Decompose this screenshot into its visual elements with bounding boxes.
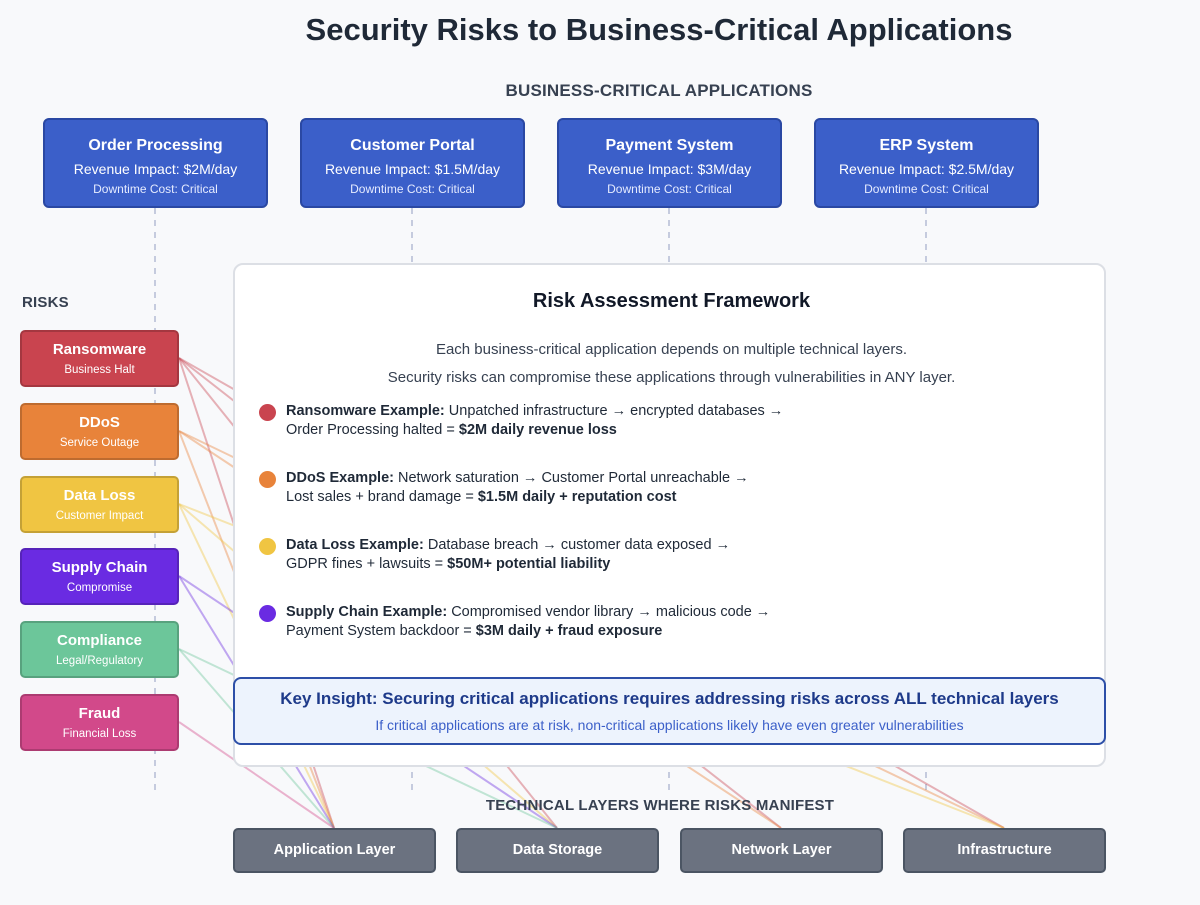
example-line-1: Network saturation → Customer Portal unreachable → bbox=[398, 470, 749, 486]
panel-description-line-1: Each business-critical application depends on multiple technical layers. bbox=[435, 341, 908, 358]
app-card-order-processing bbox=[43, 118, 268, 208]
example-line-2: Order Processing halted = bbox=[286, 422, 459, 438]
app-name: Order Processing bbox=[88, 137, 223, 154]
app-card-erp-system bbox=[814, 118, 1039, 208]
app-downtime-cost: Downtime Cost: Critical bbox=[864, 182, 989, 196]
app-name: Payment System bbox=[605, 137, 734, 154]
app-revenue-impact: Revenue Impact: $1.5M/day bbox=[324, 161, 501, 177]
app-revenue-impact: Revenue Impact: $3M/day bbox=[587, 161, 752, 177]
example-impact: $3M daily + fraud exposure bbox=[475, 623, 663, 639]
app-revenue-impact: Revenue Impact: $2M/day bbox=[73, 161, 238, 177]
example-line-1: Database breach → customer data exposed → bbox=[427, 537, 731, 553]
key-insight-title: Key Insight: Securing critical applications requires addressing risks across ALL technical layers bbox=[280, 689, 1059, 708]
layers-section-label: TECHNICAL LAYERS WHERE RISKS MANIFEST bbox=[485, 797, 835, 814]
app-downtime-cost: Downtime Cost: Critical bbox=[607, 182, 732, 196]
example-label: DDoS Example: bbox=[286, 470, 394, 486]
risks-section-label: RISKS bbox=[22, 294, 69, 311]
risk-card-supply-chain bbox=[20, 548, 179, 605]
example-label: Data Loss Example: bbox=[286, 537, 424, 553]
example-line-2: GDPR fines + lawsuits = bbox=[286, 556, 448, 572]
example-label: Supply Chain Example: bbox=[286, 604, 448, 620]
app-revenue-impact: Revenue Impact: $2.5M/day bbox=[838, 161, 1015, 177]
app-name: ERP System bbox=[879, 137, 974, 154]
key-insight-subtitle: If critical applications are at risk, non-critical applications likely have even greater vulnerabilities bbox=[375, 717, 964, 733]
risk-name: Compliance bbox=[56, 632, 143, 649]
risk-name: Supply Chain bbox=[51, 559, 148, 576]
risk-name: DDoS bbox=[79, 414, 120, 431]
example-impact: $50M+ potential liability bbox=[447, 556, 611, 572]
risk-name: Ransomware bbox=[52, 341, 147, 358]
risk-subtitle: Business Halt bbox=[64, 364, 135, 376]
example-line-2: Payment System backdoor = bbox=[286, 623, 476, 639]
layer-card-data-storage: Data Storage bbox=[456, 828, 659, 873]
applications-section-label: BUSINESS-CRITICAL APPLICATIONS bbox=[505, 81, 813, 100]
example-label: Ransomware Example: bbox=[286, 403, 445, 419]
layer-card-application: Application Layer bbox=[233, 828, 436, 873]
app-downtime-cost: Downtime Cost: Critical bbox=[93, 182, 218, 196]
risk-subtitle: Service Outage bbox=[59, 437, 140, 449]
app-card-payment-system bbox=[557, 118, 782, 208]
app-card-customer-portal bbox=[300, 118, 525, 208]
diagram-title: Security Risks to Business-Critical Applications bbox=[305, 12, 1013, 47]
data-loss-dot-icon bbox=[259, 538, 276, 555]
panel-description-line-2: Security risks can compromise these applications through vulnerabilities in ANY layer. bbox=[387, 369, 956, 386]
risk-card-ransomware bbox=[20, 330, 179, 387]
app-downtime-cost: Downtime Cost: Critical bbox=[350, 182, 475, 196]
risk-card-data-loss bbox=[20, 476, 179, 533]
ransomware-dot-icon bbox=[259, 404, 276, 421]
risk-name: Data Loss bbox=[63, 487, 136, 504]
app-name: Customer Portal bbox=[350, 137, 475, 154]
risk-card-compliance bbox=[20, 621, 179, 678]
risk-name: Fraud bbox=[78, 705, 121, 722]
panel-title: Risk Assessment Framework bbox=[532, 290, 811, 312]
risk-subtitle: Legal/Regulatory bbox=[56, 655, 143, 667]
risk-subtitle: Customer Impact bbox=[55, 510, 144, 522]
ddos-dot-icon bbox=[259, 471, 276, 488]
risk-card-fraud bbox=[20, 694, 179, 751]
key-insight-box bbox=[233, 677, 1106, 745]
layer-card-infrastructure: Infrastructure bbox=[903, 828, 1106, 873]
supply-chain-dot-icon bbox=[259, 605, 276, 622]
example-line-1: Compromised vendor library → malicious code → bbox=[451, 604, 771, 620]
example-impact: $2M daily revenue loss bbox=[458, 422, 617, 438]
risk-subtitle: Financial Loss bbox=[62, 728, 137, 740]
layer-card-network: Network Layer bbox=[680, 828, 883, 873]
example-line-2: Lost sales + brand damage = bbox=[286, 489, 478, 505]
risk-card-ddos bbox=[20, 403, 179, 460]
risk-subtitle: Compromise bbox=[66, 582, 133, 594]
example-impact: $1.5M daily + reputation cost bbox=[477, 489, 677, 505]
example-line-1: Unpatched infrastructure → encrypted databases → bbox=[448, 403, 784, 419]
